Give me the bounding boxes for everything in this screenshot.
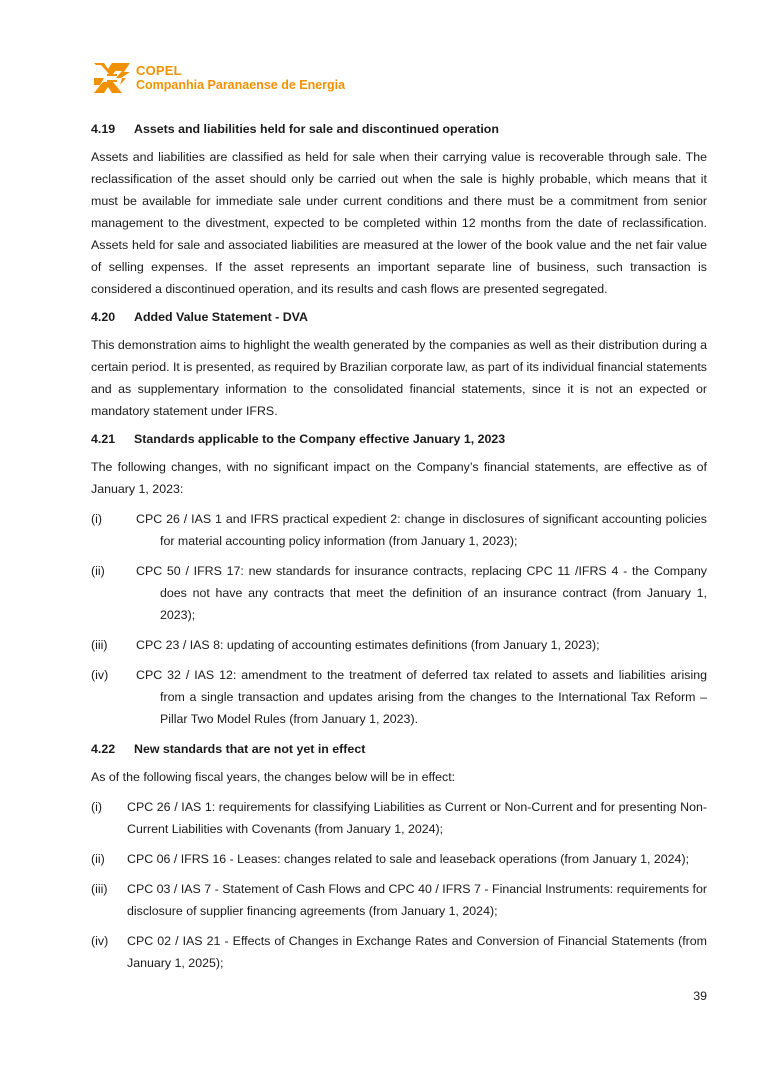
list-item bbox=[91, 664, 707, 730]
brand-name: COPEL bbox=[136, 63, 182, 78]
list-item-text: CPC 02 / IAS 21 - Effects of Changes in Exchange Rates and Conversion of Financial Statements (from January 1, 2025); bbox=[127, 934, 707, 970]
list-item bbox=[91, 930, 707, 974]
section-number: 4.21 bbox=[91, 432, 116, 446]
standards-list bbox=[91, 508, 707, 730]
section-number: 4.20 bbox=[91, 310, 116, 324]
list-item bbox=[91, 878, 707, 922]
section-paragraph: Assets and liabilities are classified as held for sale when their carrying value is recoverable through sale. The reclassification of the asset should only be carried out when the sale is highly probable, which means that it must be available for immediate sale under current conditions and there must be a commitment from senior management to the divestment, expected to be completed within 12 months from the date of reclassification. Assets held for sale and associated liabilities are measured at the lower of the book value and the net fair value of selling expenses. If the asset represents an important separate line of business, such transaction is considered a discontinued operation, and its results and cash flows are presented segregated. bbox=[91, 150, 707, 296]
list-item-text: CPC 26 / IAS 1: requirements for classifying Liabilities as Current or Non-Current and for presenting Non-Current Liabilities with Covenants (from January 1, 2024); bbox=[127, 800, 707, 836]
list-item-number: (i) bbox=[91, 800, 103, 814]
list-item-number: (iv) bbox=[91, 934, 109, 948]
section-paragraph: The following changes, with no significant impact on the Company’s financial statements, are effective as of January 1, 2023: bbox=[91, 460, 707, 496]
list-item-text: CPC 06 / IFRS 16 - Leases: changes related to sale and leaseback operations (from January 1, 2024); bbox=[127, 852, 690, 866]
section-heading bbox=[91, 118, 707, 140]
list-item-number: (iii) bbox=[91, 638, 108, 652]
list-item-text: CPC 50 / IFRS 17: new standards for insurance contracts, replacing CPC 11 /IFRS 4 - the Company does not have any contracts that meet the definition of an insurance contract (from January 1, 2023); bbox=[136, 564, 707, 622]
list-item-number: (i) bbox=[91, 512, 103, 526]
list-item-number: (iii) bbox=[91, 882, 108, 896]
list-item-text: CPC 23 / IAS 8: updating of accounting estimates definitions (from January 1, 2023); bbox=[136, 638, 600, 652]
list-item bbox=[91, 796, 707, 840]
list-item bbox=[91, 634, 707, 656]
copel-logo-icon bbox=[93, 59, 131, 97]
section-title: Standards applicable to the Company effective January 1, 2023 bbox=[134, 432, 506, 446]
section-title: Assets and liabilities held for sale and discontinued operation bbox=[134, 122, 499, 136]
list-item-number: (ii) bbox=[91, 564, 105, 578]
section-paragraph: This demonstration aims to highlight the wealth generated by the companies as well as their distribution during a certain period. It is presented, as required by Brazilian corporate law, as part of its individual financial statements and as supplementary information to the consolidated financial statements, since it is not an expected or mandatory statement under IFRS. bbox=[91, 338, 707, 418]
company-name: Companhia Paranaense de Energia bbox=[136, 78, 346, 92]
page-number: 39 bbox=[693, 989, 707, 1003]
company-logotype bbox=[136, 64, 345, 92]
section-heading bbox=[91, 428, 707, 450]
list-item bbox=[91, 508, 707, 552]
document-body bbox=[91, 118, 707, 982]
list-item-number: (iv) bbox=[91, 668, 109, 682]
section-number: 4.19 bbox=[91, 122, 116, 136]
section-heading bbox=[91, 738, 707, 760]
list-item bbox=[91, 848, 707, 870]
list-item-number: (ii) bbox=[91, 852, 105, 866]
section-title: New standards that are not yet in effect bbox=[134, 742, 366, 756]
section-paragraph: As of the following fiscal years, the changes below will be in effect: bbox=[91, 770, 456, 784]
list-item bbox=[91, 560, 707, 626]
new-standards-list bbox=[91, 796, 707, 974]
list-item-text: CPC 32 / IAS 12: amendment to the treatment of deferred tax related to assets and liabilities arising from a single transaction and updates arising from the changes to the International Tax Reform – Pillar Two Model Rules (from January 1, 2023). bbox=[136, 668, 707, 726]
section-heading bbox=[91, 306, 707, 328]
section-number: 4.22 bbox=[91, 742, 116, 756]
section-title: Added Value Statement - DVA bbox=[134, 310, 308, 324]
list-item-text: CPC 26 / IAS 1 and IFRS practical expedient 2: change in disclosures of significant accounting policies for material accounting policy information (from January 1, 2023); bbox=[136, 512, 707, 548]
page-header bbox=[93, 58, 345, 98]
list-item-text: CPC 03 / IAS 7 - Statement of Cash Flows and CPC 40 / IFRS 7 - Financial Instruments: requirements for disclosure of supplier financing agreements (from January 1, 2024); bbox=[127, 882, 707, 918]
